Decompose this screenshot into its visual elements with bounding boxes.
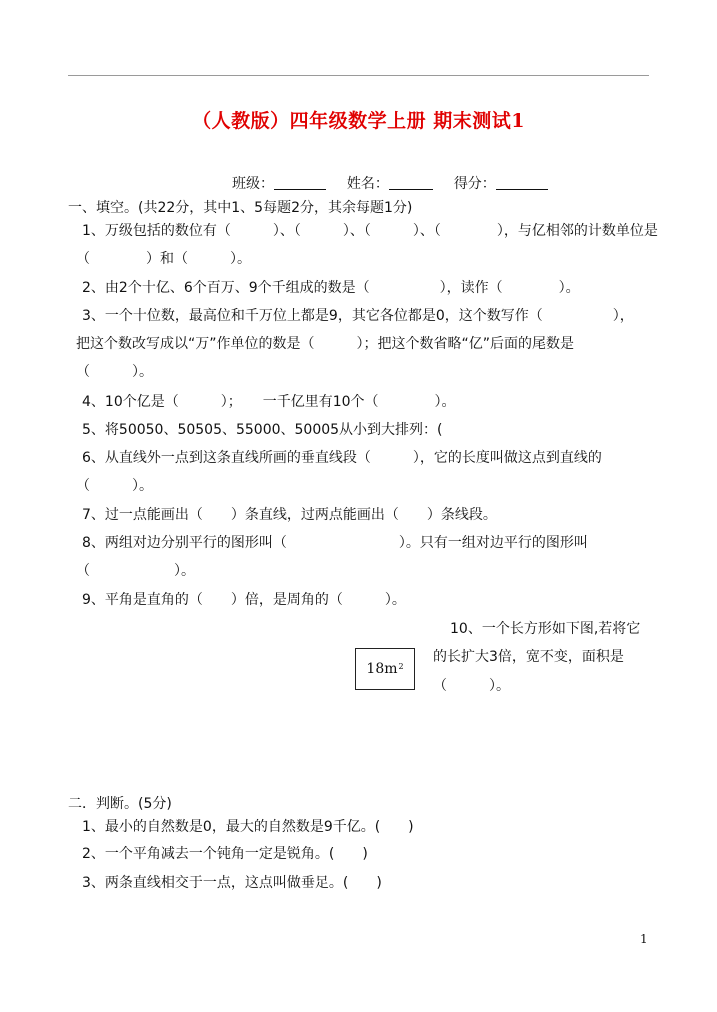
question-10-line-1: 10、一个长方形如下图,若将它 xyxy=(450,621,641,637)
score-label: 得分： xyxy=(453,176,496,192)
header-rule xyxy=(68,75,649,76)
question-5: 5、将50050、50505、55000、50005从小到大排列：( xyxy=(82,422,443,438)
question-4: 4、10个亿是（ ）； 一千亿里有10个（ ）。 xyxy=(82,394,456,410)
figure-area-label: 18m xyxy=(366,661,398,677)
section-2-heading: 二．判断。(5分) xyxy=(68,796,172,812)
section-1-heading: 一、填空。(共22分，其中1、5每题2分，其余每题1分) xyxy=(68,200,413,216)
question-3-line-3: （ ）。 xyxy=(76,364,153,380)
question-3-line-1: 3、一个十位数，最高位和千万位上都是9，其它各位都是0，这个数写作（ ）， xyxy=(82,308,634,324)
judge-question-1: 1、最小的自然数是0，最大的自然数是9千亿。( ) xyxy=(82,819,414,835)
student-info-row xyxy=(232,173,548,193)
question-8-line-2: （ ）。 xyxy=(76,563,195,579)
question-2: 2、由2个十亿、6个百万、9个千组成的数是（ ），读作（ ）。 xyxy=(82,280,580,296)
question-10-line-2: 的长扩大3倍，宽不变，面积是 xyxy=(433,649,624,665)
question-1-line-1: 1、万级包括的数位有（ ）、（ ）、（ ）、（ ），与亿相邻的计数单位是 xyxy=(82,223,658,239)
rectangle-figure xyxy=(355,648,415,690)
class-field[interactable] xyxy=(274,175,326,190)
page-number: 1 xyxy=(640,932,648,946)
question-3-line-2: 把这个数改写成以“万”作单位的数是（ ）；把这个数省略“亿”后面的尾数是 xyxy=(76,336,575,352)
question-1-line-2: （ ）和（ ）。 xyxy=(76,251,251,267)
figure-area-superscript: 2 xyxy=(398,661,404,671)
question-9: 9、平角是直角的（ ）倍，是周角的（ ）。 xyxy=(82,592,406,608)
page-title: （人教版）四年级数学上册 期末测试1 xyxy=(192,110,525,132)
question-10-line-3: （ ）。 xyxy=(433,678,510,694)
name-field[interactable] xyxy=(389,175,433,190)
score-field[interactable] xyxy=(496,175,548,190)
question-8-line-1: 8、两组对边分别平行的图形叫（ ）。只有一组对边平行的图形叫 xyxy=(82,535,588,551)
judge-question-3: 3、两条直线相交于一点，这点叫做垂足。( ) xyxy=(82,875,382,891)
question-6-line-1: 6、从直线外一点到这条直线所画的垂直线段（ ），它的长度叫做这点到直线的 xyxy=(82,450,602,466)
class-label: 班级： xyxy=(232,176,274,192)
name-label: 姓名： xyxy=(346,176,389,192)
question-6-line-2: （ ）。 xyxy=(76,478,153,494)
judge-question-2: 2、一个平角减去一个钝角一定是锐角。( ) xyxy=(82,846,368,862)
question-7: 7、过一点能画出（ ）条直线，过两点能画出（ ）条线段。 xyxy=(82,507,497,523)
